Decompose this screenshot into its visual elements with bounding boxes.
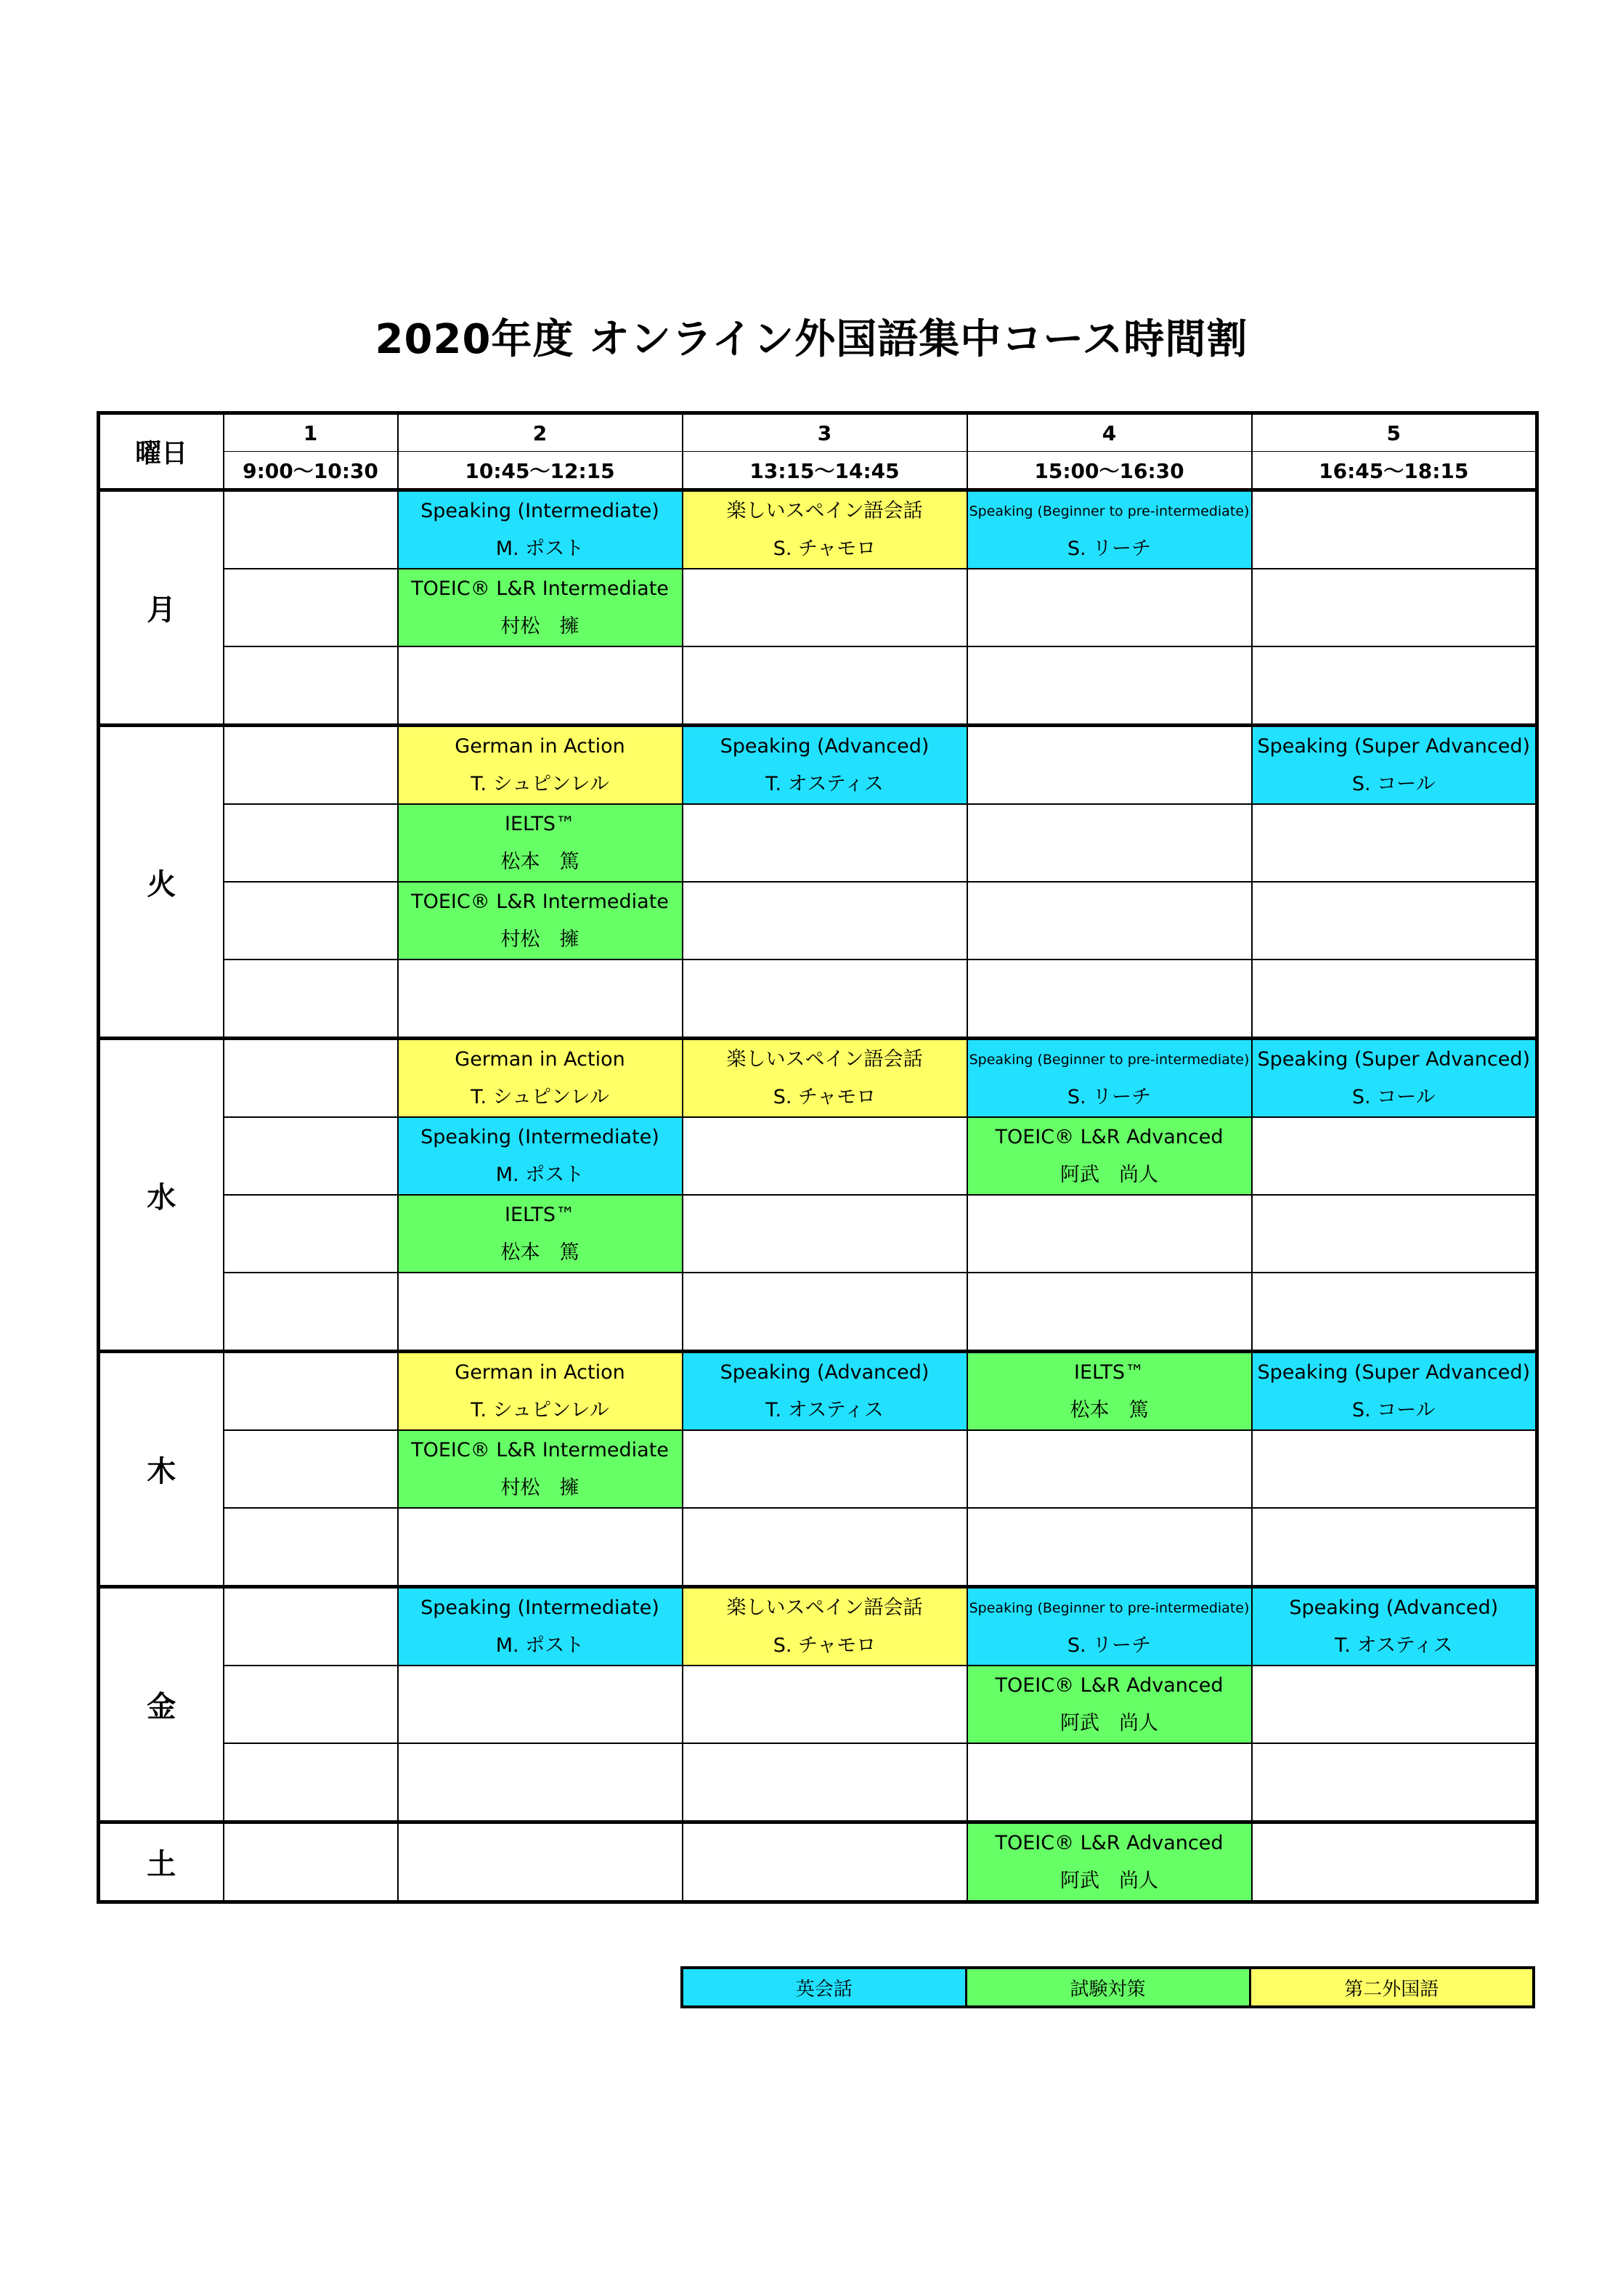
timetable-row (99, 1743, 1537, 1822)
empty-cell (683, 1666, 967, 1743)
page-title: 2020年度 オンライン外国語集中コース時間割 (375, 316, 1248, 363)
day-label: 火 (99, 726, 224, 1039)
period-time: 10:45～12:15 (398, 452, 683, 490)
empty-cell (1252, 646, 1537, 726)
course-cell (1252, 1352, 1537, 1431)
empty-cell (224, 1273, 398, 1352)
teacher-name: T. シュピンレル (471, 1085, 609, 1108)
period-number: 1 (224, 413, 398, 452)
teacher-name: S. リーチ (1067, 537, 1152, 560)
teacher-name: S. リーチ (1067, 1085, 1152, 1108)
course-name: Speaking (Super Advanced) (1257, 1360, 1531, 1384)
course-cell (967, 1039, 1252, 1118)
empty-cell (683, 882, 967, 960)
empty-cell (224, 490, 398, 569)
teacher-name: S. チャモロ (773, 1085, 876, 1108)
course-name: TOEIC® L&R Intermediate (411, 890, 669, 913)
timetable-row (99, 1666, 1537, 1743)
empty-cell (224, 1039, 398, 1118)
course-name: Speaking (Advanced) (720, 1360, 930, 1384)
timetable-row (99, 960, 1537, 1039)
empty-cell (1252, 1666, 1537, 1743)
course-cell (398, 490, 683, 569)
course-name: IELTS™ (1074, 1360, 1144, 1384)
day-label: 月 (99, 490, 224, 726)
course-cell (398, 804, 683, 882)
empty-cell (1252, 1273, 1537, 1352)
empty-cell (683, 960, 967, 1039)
timetable-row (99, 1352, 1537, 1431)
course-name: Speaking (Beginner to pre-intermediate) (969, 1051, 1250, 1068)
course-name: IELTS™ (505, 1203, 575, 1226)
empty-cell (1252, 569, 1537, 646)
timetable-row (99, 646, 1537, 726)
empty-cell (224, 1195, 398, 1273)
empty-cell (224, 1352, 398, 1431)
timetable-row (99, 726, 1537, 805)
empty-cell (683, 1273, 967, 1352)
empty-cell (967, 1508, 1252, 1587)
course-cell (398, 1587, 683, 1666)
empty-cell (398, 646, 683, 726)
teacher-name: S. コール (1351, 772, 1436, 795)
course-cell (683, 1587, 967, 1666)
empty-cell (1252, 960, 1537, 1039)
period-time: 13:15～14:45 (683, 452, 967, 490)
course-name: TOEIC® L&R Intermediate (411, 1438, 669, 1461)
period-time: 16:45～18:15 (1252, 452, 1537, 490)
empty-cell (967, 1743, 1252, 1822)
course-cell (398, 726, 683, 805)
course-name: Speaking (Beginner to pre-intermediate) (969, 1599, 1250, 1616)
course-name: 楽しいスペイン語会話 (726, 1047, 923, 1071)
empty-cell (967, 1273, 1252, 1352)
teacher-name: S. チャモロ (773, 537, 876, 560)
empty-cell (683, 1743, 967, 1822)
course-cell (398, 1195, 683, 1273)
course-name: Speaking (Intermediate) (420, 1596, 659, 1619)
teacher-name: M. ポスト (495, 537, 585, 560)
timetable-row (99, 1273, 1537, 1352)
course-name: TOEIC® L&R Intermediate (411, 577, 669, 600)
timetable-row (99, 1117, 1537, 1195)
empty-cell (224, 1587, 398, 1666)
teacher-name: S. コール (1351, 1398, 1436, 1421)
course-cell (398, 1430, 683, 1508)
course-name: Speaking (Advanced) (720, 734, 930, 758)
course-cell (967, 1587, 1252, 1666)
day-label: 金 (99, 1587, 224, 1822)
empty-cell (224, 882, 398, 960)
day-label: 土 (99, 1822, 224, 1902)
teacher-name: T. シュピンレル (471, 1398, 609, 1421)
empty-cell (224, 1743, 398, 1822)
teacher-name: T. シュピンレル (471, 772, 609, 795)
course-name: IELTS™ (505, 812, 575, 835)
empty-cell (398, 1666, 683, 1743)
empty-cell (1252, 1822, 1537, 1902)
empty-cell (224, 1666, 398, 1743)
period-time: 9:00～10:30 (224, 452, 398, 490)
empty-cell (224, 726, 398, 805)
empty-cell (967, 1195, 1252, 1273)
legend-row (682, 1968, 1534, 2007)
period-number: 2 (398, 413, 683, 452)
timetable-row (99, 1195, 1537, 1273)
course-name: TOEIC® L&R Advanced (995, 1831, 1224, 1854)
empty-cell (1252, 882, 1537, 960)
timetable-row (99, 1508, 1537, 1587)
empty-cell (683, 569, 967, 646)
course-cell (1252, 1039, 1537, 1118)
empty-cell (224, 1822, 398, 1902)
color-legend (680, 1966, 1535, 2008)
day-label: 水 (99, 1039, 224, 1352)
course-cell (398, 1039, 683, 1118)
empty-cell (1252, 1117, 1537, 1195)
course-name: TOEIC® L&R Advanced (995, 1125, 1224, 1148)
teacher-name: 村松 擁 (500, 614, 579, 638)
empty-cell (967, 804, 1252, 882)
header-row-time (99, 452, 1537, 490)
course-name: Speaking (Intermediate) (420, 1125, 659, 1148)
teacher-name: M. ポスト (495, 1634, 585, 1657)
timetable (97, 411, 1539, 1904)
legend-english-conversation: 英会話 (682, 1968, 966, 2007)
teacher-name: 村松 擁 (500, 928, 579, 951)
timetable-row (99, 882, 1537, 960)
course-name: Speaking (Advanced) (1289, 1596, 1499, 1619)
legend-exam-prep: 試験対策 (966, 1968, 1250, 2007)
empty-cell (683, 1117, 967, 1195)
period-number: 3 (683, 413, 967, 452)
course-cell (683, 726, 967, 805)
period-number: 4 (967, 413, 1252, 452)
teacher-name: S. チャモロ (773, 1634, 876, 1657)
empty-cell (398, 1822, 683, 1902)
course-name: TOEIC® L&R Advanced (995, 1674, 1224, 1697)
empty-cell (967, 1430, 1252, 1508)
teacher-name: T. オスティス (765, 772, 884, 795)
header-row-period (99, 413, 1537, 452)
empty-cell (967, 646, 1252, 726)
teacher-name: 村松 擁 (500, 1476, 579, 1499)
teacher-name: 阿武 尚人 (1060, 1163, 1158, 1186)
empty-cell (683, 1822, 967, 1902)
empty-cell (398, 1743, 683, 1822)
course-cell (1252, 1587, 1537, 1666)
course-cell (398, 882, 683, 960)
empty-cell (224, 804, 398, 882)
teacher-name: 阿武 尚人 (1060, 1711, 1158, 1735)
empty-cell (1252, 804, 1537, 882)
timetable-row (99, 1039, 1537, 1118)
course-cell (967, 1666, 1252, 1743)
empty-cell (683, 1195, 967, 1273)
empty-cell (224, 646, 398, 726)
empty-cell (683, 1430, 967, 1508)
empty-cell (224, 1117, 398, 1195)
empty-cell (967, 882, 1252, 960)
timetable-row (99, 1822, 1537, 1902)
teacher-name: 阿武 尚人 (1060, 1869, 1158, 1892)
course-cell (398, 1352, 683, 1431)
empty-cell (398, 960, 683, 1039)
course-cell (683, 1039, 967, 1118)
timetable-row (99, 1587, 1537, 1666)
day-column-header: 曜日 (99, 413, 224, 490)
course-name: Speaking (Super Advanced) (1257, 734, 1531, 758)
empty-cell (1252, 1743, 1537, 1822)
empty-cell (1252, 490, 1537, 569)
legend-second-language: 第二外国語 (1250, 1968, 1534, 2007)
course-cell (1252, 726, 1537, 805)
course-cell (967, 1117, 1252, 1195)
timetable-row (99, 490, 1537, 569)
period-time: 15:00～16:30 (967, 452, 1252, 490)
teacher-name: T. オスティス (765, 1398, 884, 1421)
day-label: 木 (99, 1352, 224, 1587)
empty-cell (967, 569, 1252, 646)
empty-cell (224, 1430, 398, 1508)
course-cell (398, 569, 683, 646)
course-name: Speaking (Intermediate) (420, 499, 659, 522)
empty-cell (224, 1508, 398, 1587)
empty-cell (224, 960, 398, 1039)
course-cell (967, 1352, 1252, 1431)
empty-cell (967, 960, 1252, 1039)
course-cell (683, 1352, 967, 1431)
timetable-row (99, 569, 1537, 646)
timetable-row (99, 1430, 1537, 1508)
teacher-name: 松本 篤 (500, 1241, 579, 1264)
course-cell (967, 1822, 1252, 1902)
teacher-name: T. オスティス (1335, 1634, 1453, 1657)
course-name: Speaking (Super Advanced) (1257, 1047, 1531, 1071)
teacher-name: 松本 篤 (500, 850, 579, 873)
teacher-name: M. ポスト (495, 1163, 585, 1186)
course-cell (683, 490, 967, 569)
empty-cell (967, 726, 1252, 805)
course-name: 楽しいスペイン語会話 (726, 1596, 923, 1619)
empty-cell (683, 646, 967, 726)
teacher-name: S. コール (1351, 1085, 1436, 1108)
empty-cell (683, 804, 967, 882)
empty-cell (398, 1273, 683, 1352)
period-number: 5 (1252, 413, 1537, 452)
teacher-name: S. リーチ (1067, 1634, 1152, 1657)
course-name: German in Action (455, 1360, 625, 1384)
course-cell (398, 1117, 683, 1195)
course-name: Speaking (Beginner to pre-intermediate) (969, 503, 1250, 519)
course-name: German in Action (455, 734, 625, 758)
empty-cell (1252, 1195, 1537, 1273)
empty-cell (683, 1508, 967, 1587)
empty-cell (1252, 1430, 1537, 1508)
timetable-row (99, 804, 1537, 882)
course-name: German in Action (455, 1047, 625, 1071)
empty-cell (224, 569, 398, 646)
course-cell (967, 490, 1252, 569)
empty-cell (398, 1508, 683, 1587)
course-name: 楽しいスペイン語会話 (726, 499, 923, 522)
teacher-name: 松本 篤 (1070, 1398, 1149, 1421)
empty-cell (1252, 1508, 1537, 1587)
